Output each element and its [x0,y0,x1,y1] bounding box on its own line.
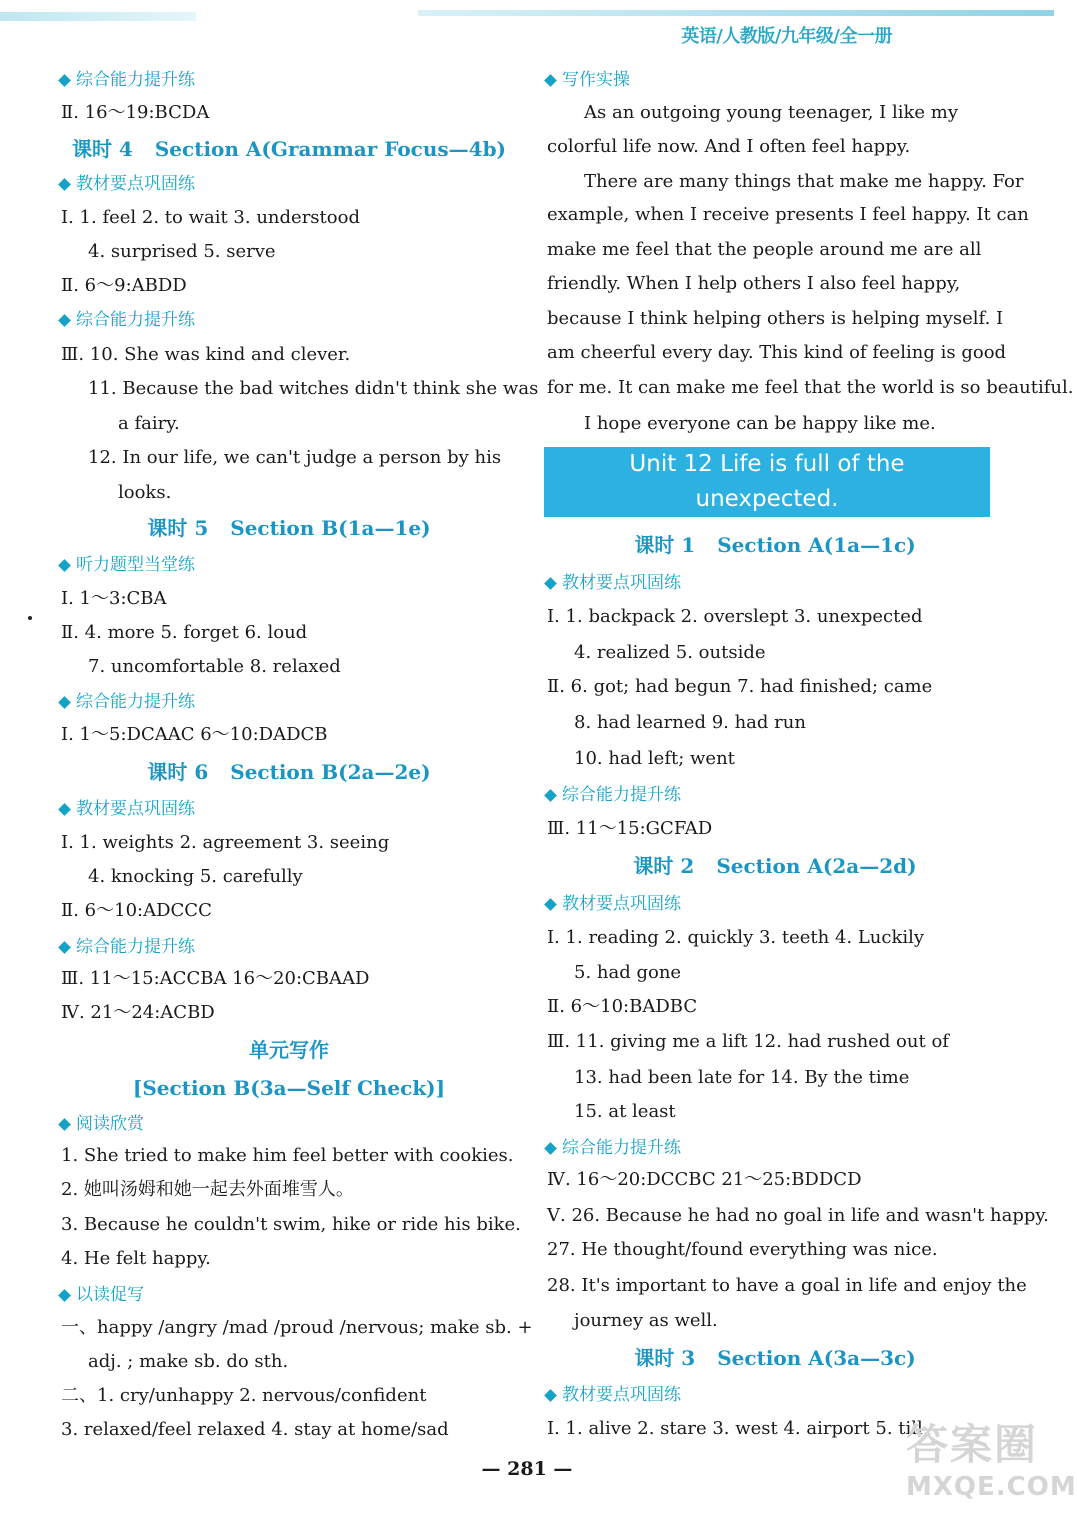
diamond-bullet-icon [544,898,557,911]
answer-line: 10. had left; went [574,748,735,769]
answer-line: Ⅲ. 11～15:GCFAD [547,818,713,839]
answer-line: 4. He felt happy. [61,1248,211,1269]
running-header-title: 英语/人教版/九年级/全一册 [681,26,892,47]
answer-line: adj. ; make sb. do sth. [88,1351,289,1372]
header-decor-bar-left [0,12,196,21]
answer-line: because I think helping others is helping myself. I [547,308,1004,329]
lesson-number: 课时 4 [71,137,133,161]
exercise-heading [544,892,681,916]
watermark-logo [906,1412,1077,1526]
diamond-bullet-icon [58,559,71,572]
answer-line: colorful life now. And I often feel happy. [547,136,911,157]
answer-line: a fairy. [118,413,180,434]
answer-line: Ⅳ. 16～20:DCCBC 21～25:BDDCD [547,1169,862,1190]
exercise-heading [58,1283,144,1307]
answer-line: 12. In our life, we can't judge a person by his [88,447,502,468]
answer-line: Ⅲ. 11～15:ACCBA 16～20:CBAAD [61,968,370,989]
answer-line: Ⅱ. 16～19:BCDA [61,102,210,123]
lesson-title [58,760,520,784]
header-stripe [418,10,1054,16]
answer-line: 8. had learned 9. had run [574,712,806,733]
essay-paragraph-line: As an outgoing young teenager, I like my [584,102,959,123]
exercise-heading [58,553,195,577]
unit-title-line2: unexpected. [695,486,839,512]
lesson-number: 课时 3 [634,1346,696,1370]
lesson-section: Section A(Grammar Focus—4b) [154,137,507,161]
answer-line: Ⅲ. 10. She was kind and clever. [61,344,351,365]
lesson-section: Section A(3a—3c) [717,1346,916,1370]
answer-line: 4. realized 5. outside [574,642,766,663]
watermark-line2: MXQE.COM [906,1472,1077,1502]
lesson-number: 课时 6 [147,760,209,784]
diamond-bullet-icon [544,1142,557,1155]
exercise-heading [544,68,630,92]
exercise-heading-label: 综合能力提升练 [562,1138,681,1158]
lesson-section: Section A(1a—1c) [717,533,916,557]
answer-line: Ⅱ. 6～10:BADBC [547,996,698,1017]
diamond-bullet-icon [58,1289,71,1302]
diamond-bullet-icon [58,803,71,816]
answer-line: 一、happy /angry /mad /proud /nervous; make sb. + [61,1317,533,1338]
answer-line: 1. She tried to make him feel better with cookies. [61,1145,514,1166]
exercise-heading-label: 综合能力提升练 [76,310,195,330]
writing-section-title: 单元写作 [249,1038,329,1062]
answer-line: Ⅰ. 1. alive 2. stare 3. west 4. airport 5. till [547,1418,923,1439]
exercise-heading-label: 综合能力提升练 [76,937,195,957]
answer-line: 7. uncomfortable 8. relaxed [88,656,341,677]
answer-line: friendly. When I help others I also feel happy, [547,273,961,294]
lesson-number: 课时 1 [634,533,696,557]
answer-line: 二、1. cry/unhappy 2. nervous/confident [61,1385,427,1406]
exercise-heading-label: 综合能力提升练 [76,70,195,90]
exercise-heading [58,172,195,196]
answer-line: 28. It's important to have a goal in life and enjoy the [547,1275,1027,1296]
exercise-heading-label: 听力题型当堂练 [76,555,195,575]
exercise-heading-label: 教材要点巩固练 [562,1385,681,1405]
answer-line: 15. at least [574,1101,676,1122]
exercise-heading-label: 教材要点巩固练 [76,799,195,819]
lesson-number: 课时 2 [633,854,695,878]
answer-line: Ⅳ. 21～24:ACBD [61,1002,215,1023]
answer-line: Ⅰ. 1～3:CBA [61,588,167,609]
exercise-heading-label: 教材要点巩固练 [562,894,681,914]
answer-line: Ⅱ. 6～9:ABDD [61,275,187,296]
exercise-heading [58,308,195,332]
answer-line: 4. surprised 5. serve [88,241,276,262]
exercise-heading-label: 综合能力提升练 [562,785,681,805]
exercise-heading [58,68,195,92]
lesson-section: Section B(1a—1e) [230,516,431,540]
diamond-bullet-icon [544,1389,557,1402]
answer-line: 5. had gone [574,962,682,983]
essay-paragraph-line: There are many things that make me happy. For [584,171,1024,192]
diamond-bullet-icon [544,789,557,802]
lesson-number: 课时 5 [147,516,209,540]
running-header [418,6,1054,47]
answer-line: 11. Because the bad witches didn't think she was [88,378,539,399]
lesson-title [544,533,1006,557]
answer-line: journey as well. [574,1310,718,1331]
answer-line: Ⅱ. 6～10:ADCCC [61,900,212,921]
answer-line: Ⅴ. 26. Because he had no goal in life and wasn't happy. [547,1205,1049,1226]
lesson-title [58,137,520,161]
exercise-heading-label: 教材要点巩固练 [76,174,195,194]
answer-line: Ⅰ. 1. feel 2. to wait 3. understood [61,207,360,228]
diamond-bullet-icon [58,74,71,87]
answer-line: 3. Because he couldn't swim, hike or ride his bike. [61,1214,521,1235]
answer-line: Ⅰ. 1～5:DCAAC 6～10:DADCB [61,724,328,745]
answer-line: Ⅱ. 6. got; had begun 7. had finished; came [547,676,933,697]
exercise-heading-label: 综合能力提升练 [76,692,195,712]
exercise-heading [544,1136,681,1160]
answer-line: for me. It can make me feel that the world is so beautiful. [547,377,1074,398]
exercise-heading [544,1383,681,1407]
answer-line: make me feel that the people around me are all [547,239,982,260]
diamond-bullet-icon [544,577,557,590]
watermark-line1: 答案圈 [906,1420,1039,1469]
essay-paragraph-line: I hope everyone can be happy like me. [584,413,936,434]
exercise-heading [58,935,195,959]
answer-line: 3. relaxed/feel relaxed 4. stay at home/sad [61,1419,449,1440]
answer-line: 2. 她叫汤姆和她一起去外面堆雪人。 [61,1179,354,1200]
lesson-title [544,1346,1006,1370]
answer-line: am cheerful every day. This kind of feeling is good [547,342,1007,363]
answer-line: Ⅰ. 1. weights 2. agreement 3. seeing [61,832,390,853]
page-number: — 281 — [481,1458,573,1480]
unit-title-banner [544,447,990,517]
unit-title-line1: Unit 12 Life is full of the [629,451,905,477]
diamond-bullet-icon [58,1118,71,1131]
lesson-section: Section B(2a—2e) [230,760,431,784]
answer-line: 27. He thought/found everything was nice. [547,1239,938,1260]
exercise-heading [544,571,681,595]
exercise-heading-label: 教材要点巩固练 [562,573,681,593]
exercise-heading [544,783,681,807]
diamond-bullet-icon [58,941,71,954]
answer-line: looks. [118,482,172,503]
answer-line: 13. had been late for 14. By the time [574,1067,910,1088]
lesson-title [58,516,520,540]
exercise-heading [58,797,195,821]
exercise-heading-label: 以读促写 [76,1285,144,1305]
answer-line: Ⅱ. 4. more 5. forget 6. loud [61,622,308,643]
diamond-bullet-icon [544,74,557,87]
answer-line: 4. knocking 5. carefully [88,866,303,887]
stray-mark [28,616,32,620]
diamond-bullet-icon [58,696,71,709]
lesson-title [544,854,1006,878]
answer-line: Ⅰ. 1. reading 2. quickly 3. teeth 4. Luckily [547,927,925,948]
diamond-bullet-icon [58,314,71,327]
answer-line: Ⅲ. 11. giving me a lift 12. had rushed out of [547,1031,949,1052]
lesson-section: Section A(2a—2d) [716,854,917,878]
answer-line: example, when I receive presents I feel happy. It can [547,204,1029,225]
exercise-heading-label: 写作实操 [562,70,630,90]
writing-section-title: [Section B(3a—Self Check)] [132,1076,446,1100]
diamond-bullet-icon [58,178,71,191]
exercise-heading [58,690,195,714]
answer-line: Ⅰ. 1. backpack 2. overslept 3. unexpected [547,606,923,627]
exercise-heading-label: 阅读欣赏 [76,1114,144,1134]
exercise-heading [58,1112,144,1136]
